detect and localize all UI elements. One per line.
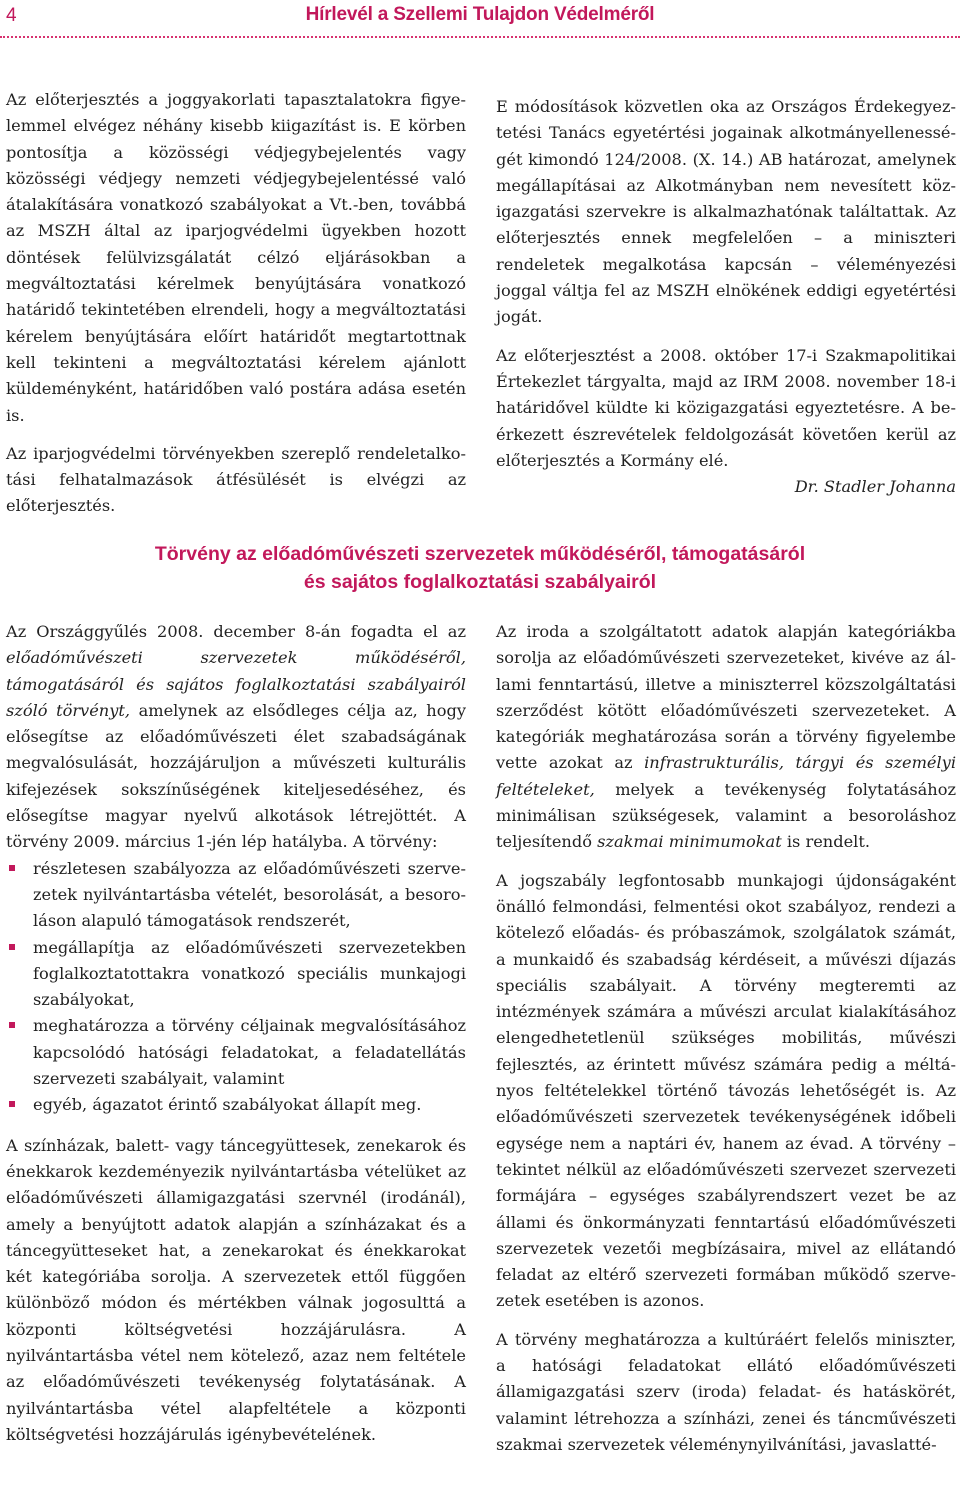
list-item: egyéb, ágazatot érintő szabályokat állapít meg. bbox=[6, 1092, 466, 1118]
article-title-line: és sajátos foglalkoztatási szabályairól bbox=[303, 571, 657, 593]
text-run: melyek a tevékenység folytatásához minimálisan szükségesek, valamint a besoroláshoz teljesítendő bbox=[496, 779, 956, 852]
text-run: is rendelt. bbox=[781, 832, 870, 852]
list-item: részletesen szabályozza az előadóművészeti szervezetek nyilvántartásba vételét, besorolását, a besoroláson alapuló támogatások rendszerét, bbox=[6, 856, 466, 935]
paragraph: Az iparjogvédelmi törvényekben szereplő rendeletalkotási felhatalmazások átfésülését is elvégzi az előterjesztés. bbox=[6, 443, 466, 516]
paragraph: A színházak, balett- vagy táncegyüttesek, zenekarok és énekkarok kezdeményezik nyilvántartásba vételüket az előadóművészeti államigazgatási szervnél (irodánál), amely a benyújtott adatok alapján a színházakat és a táncegyütteseket hat, a zenekarokat és énekkarokat két kategóriába sorolja. A szervezetek ettől függően különböző módon és mértékben válnak jogosulttá a központi költségvetési hozzájárulásra. A nyilvántartásba vétel nem kötelező, azaz nem feltétele az előadóművészeti tevékenység folytatásának. A nyilvántartásba vétel alapfeltétele a központi költségvetési hozzájárulás igénybevételének. bbox=[6, 1135, 466, 1444]
law-title-italic: előadóművészeti szervezetek működéséről, támogatásáról és sajátos foglalkoztatási szabályairól szóló törvényt, bbox=[6, 648, 466, 720]
text-italic: szakmai minimumokat bbox=[597, 832, 782, 852]
list-item: megállapítja az előadóművészeti szervezetekben foglalkoztatottakra vonatkozó speciális munkajogi szabályokat, bbox=[6, 935, 466, 1014]
newsletter-title: Hírlevél a Szellemi Tulajdon Védelméről bbox=[305, 4, 655, 25]
article-title bbox=[0, 540, 960, 596]
text-run: Az iroda a szolgáltatott adatok alapján kategóriákba sorolja az előadóművészeti szervezeteket, kivéve az állami fenntartású, illetve a miniszterrel közszolgáltatási szerződést kötött előadóművészeti szervezeteket. A kategóriák meghatározása során a törvény figyelembe vette azokat az bbox=[496, 622, 956, 773]
paragraph: Az előterjesztés a joggyakorlati tapasztalatokra figyelemmel elvégez néhány kisebb kiigazítást is. E körben pontosítja a közösségi védjegybejelentés vagy közösségi védjegy nemzeti védjegybejelentéssé való átalakítására vonatkozó szabályokat a Vt.-ben, továbbá az MSZH által az iparjogvédelmi ügyekben hozott döntések felülvizsgálatát célzó eljárásokban a megváltoztatási kérelmek benyújtására vonatkozó határidő tekintetében elrendeli, hogy a megváltoztatási kérelem benyújtására előírt határidőt megtartottnak kell tekinteni a megváltoztatási kérelem ajánlott küldeményként, határidőben való postára adása esetén is. bbox=[6, 90, 466, 425]
paragraph bbox=[496, 619, 956, 856]
bullet-list bbox=[6, 856, 466, 1119]
author-signature: Dr. Stadler Johanna bbox=[794, 477, 956, 497]
page-number: 4 bbox=[6, 5, 17, 26]
article-title-line: Törvény az előadóművészeti szervezetek működéséről, támogatásáról bbox=[154, 543, 806, 565]
top-left-column bbox=[6, 87, 466, 520]
list-item: meghatározza a törvény céljainak megvalósításához kapcsolódó hatósági feladatokat, a feladatellátás szervezeti szabályait, valamint bbox=[6, 1013, 466, 1092]
text-italic: infrastrukturális, tárgyi és személyi feltételeket, bbox=[496, 753, 956, 799]
bottom-right-column bbox=[496, 619, 956, 1458]
top-right-column bbox=[496, 94, 956, 500]
paragraph: A törvény meghatározza a kultúráért felelős miniszter, a hatósági feladatokat ellátó előadóművészeti államigazgatási szerv (iroda) feladat- és hatáskörét, valamint létrehozza a színházi, zenei és táncművészeti szakmai szervezetek véleménynyilvánítási, javaslatté- bbox=[496, 1329, 956, 1454]
intro-paragraph bbox=[6, 619, 466, 856]
paragraph: E módosítások közvetlen oka az Országos Érdekegyeztetési Tanács egyetértési jogainak alkotmányellenességét kimondó 124/2008. (X. 14.) AB határozat, amelynek megállapításai az Alkotmányban nem nevesített közigazgatási szervekre is alkalmazhatónak találtattak. Az előterjesztés ennek megfelelően – a miniszteri rendeletek megalkotása kapcsán – véleményezési joggal váltja fel az MSZH elnökének eddigi egyetértési jogát. bbox=[496, 97, 956, 327]
bottom-left-column bbox=[6, 619, 466, 1448]
text-run: amelynek az elsődleges célja az, hogy elősegítse az előadóművészeti élet szabadságának megvalósulását, hozzájáruljon a művészeti kulturális kifejezések sokszínűségének kiteljesedéséhez, és elősegítse magyar nyelvű alkotások létrejöttét. A törvény 2009. március 1-jén lép hatályba. A törvény: bbox=[6, 700, 466, 852]
text-run: Az Országgyűlés 2008. december 8-án fogadta el az bbox=[6, 622, 466, 641]
paragraph: A jogszabály legfontosabb munkajogi újdonságaként önálló felmondási, felmentési okot szabályoz, rendezi a kötelező előadás- és próbaszámok, szolgálatok számát, a munkaidő és szabadság kérdéseit, a művészi díjazás speciális szabályait. A törvény megteremti az intézmények számára a művészi arculat kialakításához elengedhetetlenül szükséges mobilitás, művészi fejlesztés, az érintett művész számára pedig a méltányos feltételekkel történő távozás lehetőségét is. Az előadóművészeti szervezetek tevékenységének időbeli egysége nem a naptári év, hanem az évad. A törvény – tekintet nélkül az előadóművészeti szervezet szervezeti formájára – egységes szabályrendszert vezet be az állami és önkormányzati fenntartású előadóművészeti szervezetek vezetői megbízásaira, mivel az ellátandó feladat az eltérő szervezeti formában működő szervezetek esetében is azonos. bbox=[496, 870, 956, 1311]
page-header bbox=[0, 0, 960, 36]
paragraph: Az előterjesztést a 2008. október 17-i Szakmapolitikai Értekezlet tárgyalta, majd az IRM 2008. november 18-i határidővel küldte ki közigazgatási egyeztetésre. A beérkezett észrevételek feldolgozását követően kerül az előterjesztés a Kormány elé. bbox=[496, 345, 956, 470]
header-divider bbox=[0, 36, 960, 38]
